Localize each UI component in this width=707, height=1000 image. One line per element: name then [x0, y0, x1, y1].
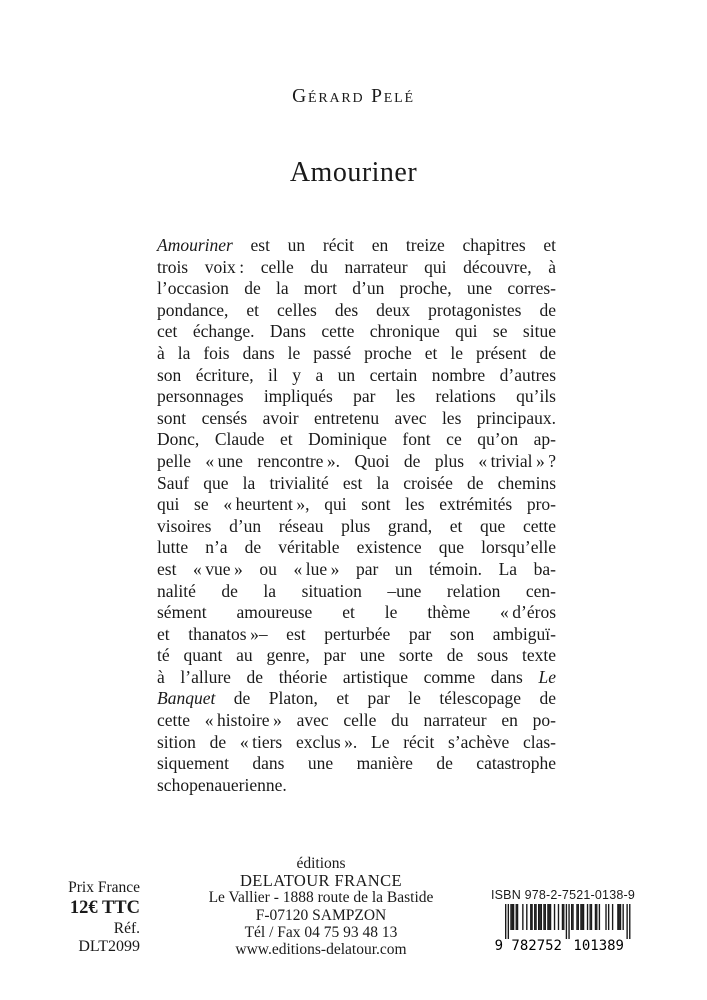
- barcode-digits-group2: 101389: [573, 938, 624, 951]
- publisher-line: Tél / Fax 04 75 93 48 13: [244, 923, 398, 941]
- barcode-bar: [531, 904, 532, 930]
- barcode-bar: [568, 904, 569, 939]
- barcode-bar: [539, 904, 540, 930]
- barcode-bar: [563, 904, 564, 930]
- barcode-bar: [530, 904, 531, 930]
- barcode-bar: [582, 904, 583, 930]
- barcode-bar: [516, 904, 517, 930]
- blurb-line: schopenauerienne.: [157, 774, 287, 795]
- publisher-line: DELATOUR FRANCE: [239, 871, 402, 891]
- blurb-line: cet échange. Dans cette chronique qui se situe: [157, 321, 556, 342]
- publisher-line: F-07120 SAMPZON: [255, 906, 387, 924]
- price-block: [28, 879, 140, 955]
- publisher-block: [171, 855, 471, 958]
- blurb-line: pondance, et celles des deux protagonistes de: [157, 299, 556, 320]
- barcode-bar: [541, 904, 542, 930]
- blurb-line: est « vue » ou « lue » par un témoin. La ba-: [157, 558, 556, 579]
- blurb-line: son écriture, il y a un certain nombre d’autres: [157, 364, 556, 385]
- barcode-bar: [526, 904, 527, 930]
- barcode-bar: [622, 904, 623, 930]
- blurb-line: sément amoureuse et le thème « d’éros: [157, 602, 556, 623]
- barcode-bar: [535, 904, 536, 930]
- blurb-line: sont censés avoir entretenu avec les principaux.: [157, 407, 556, 428]
- barcode-digit-left: 9: [494, 938, 503, 951]
- blurb-line: à l’allure de théorie artistique comme dans Le: [157, 666, 556, 687]
- barcode-bar: [522, 904, 523, 930]
- book-title: Amouriner: [289, 157, 418, 188]
- publisher-line: www.editions-delatour.com: [235, 941, 407, 959]
- blurb-line: visoires d’un réseau plus grand, et que cette: [157, 515, 556, 536]
- barcode-bar: [578, 904, 579, 930]
- book-author: Gérard Pelé: [292, 86, 415, 107]
- barcode-bar: [576, 904, 577, 930]
- barcode-digits-group1: 782752: [511, 938, 562, 951]
- barcode-bar: [596, 904, 597, 930]
- barcode-bar: [566, 904, 567, 939]
- barcode-bar: [580, 904, 581, 930]
- barcode-bar: [562, 904, 563, 930]
- barcode-bar: [626, 904, 627, 939]
- blurb-line: cette « histoire » avec celle du narrateur en po-: [157, 710, 556, 731]
- blurb-line: nalité de la situation –une relation cen-: [157, 580, 556, 601]
- publisher-line: Le Vallier - 1888 route de la Bastide: [208, 889, 434, 907]
- barcode-bar: [554, 904, 555, 930]
- blurb-line: pelle « une rencontre ». Quoi de plus « trivial » ?: [157, 450, 556, 471]
- barcode-bar: [583, 904, 584, 930]
- isbn-label: ISBN 978-2-7521-0138-9: [490, 888, 636, 902]
- barcode-bar: [608, 904, 609, 930]
- barcode-bar: [605, 904, 606, 930]
- blurb: [157, 235, 556, 796]
- barcode-bar: [595, 904, 596, 930]
- barcode-bar: [505, 904, 506, 939]
- publisher-line: éditions: [296, 855, 346, 872]
- blurb-line: Amouriner est un récit en treize chapitres et: [157, 235, 556, 255]
- blurb-line: trois voix : celle du narrateur qui découvre, à: [157, 256, 556, 277]
- barcode-bar: [558, 904, 559, 930]
- blurb-line: lutte n’a de véritable existence que lorsqu’elle: [157, 537, 556, 558]
- barcode-bar: [591, 904, 592, 930]
- price-amount: 12€ TTC: [69, 898, 140, 918]
- blurb-line: qui se « heurtent », qui sont les extrémités pro-: [157, 494, 556, 515]
- blurb-line: à la fois dans le passé proche et le présent de: [157, 342, 556, 363]
- blurb-line: et thanatos »– est perturbée par son ambiguï-: [157, 623, 556, 644]
- barcode-bar: [547, 904, 548, 930]
- blurb-line: Donc, Claude et Dominique font ce qu’on ap-: [157, 429, 556, 450]
- price-label: Prix France: [68, 879, 140, 896]
- barcode-bar: [550, 904, 551, 930]
- blurb-line: Sauf que la trivialité est la croisée de chemins: [157, 472, 556, 493]
- barcode-bar: [512, 904, 513, 930]
- barcode-bar: [587, 904, 588, 930]
- barcode-bar: [543, 904, 544, 930]
- barcode-bar: [620, 904, 621, 930]
- barcode-bar: [571, 904, 572, 930]
- barcode-bar: [612, 904, 613, 930]
- blurb-line: siquement dans une manière de catastrophe: [157, 753, 556, 774]
- barcode-bar: [572, 904, 573, 930]
- ref-label: Réf.: [113, 920, 140, 937]
- barcode-bar: [617, 904, 618, 930]
- isbn-block: [488, 888, 638, 951]
- barcode-bar: [549, 904, 550, 930]
- barcode-bar: [629, 904, 630, 939]
- barcode-bar: [589, 904, 590, 930]
- blurb-line: l’occasion de la mort d’un proche, une corres-: [157, 278, 556, 299]
- blurb-line: sition de « tiers exclus ». Le récit s’achève clas-: [157, 731, 556, 752]
- barcode-bar: [534, 904, 535, 930]
- blurb-line: personnages impliqués par les relations qu’ils: [157, 386, 556, 407]
- barcode-bar: [599, 904, 600, 930]
- barcode-bar: [517, 904, 518, 930]
- barcode-svg: [490, 904, 636, 951]
- barcode-bar: [538, 904, 539, 930]
- blurb-line: Banquet de Platon, et par le télescopage de: [157, 688, 556, 709]
- blurb-line: té quant au genre, par une sorte de sous texte: [157, 645, 556, 666]
- barcode-bar: [619, 904, 620, 930]
- barcode-bar: [545, 904, 546, 930]
- barcode-bar: [510, 904, 511, 930]
- ref-value: DLT2099: [78, 938, 140, 955]
- barcode-bar: [508, 904, 509, 939]
- barcode-bar: [513, 904, 514, 930]
